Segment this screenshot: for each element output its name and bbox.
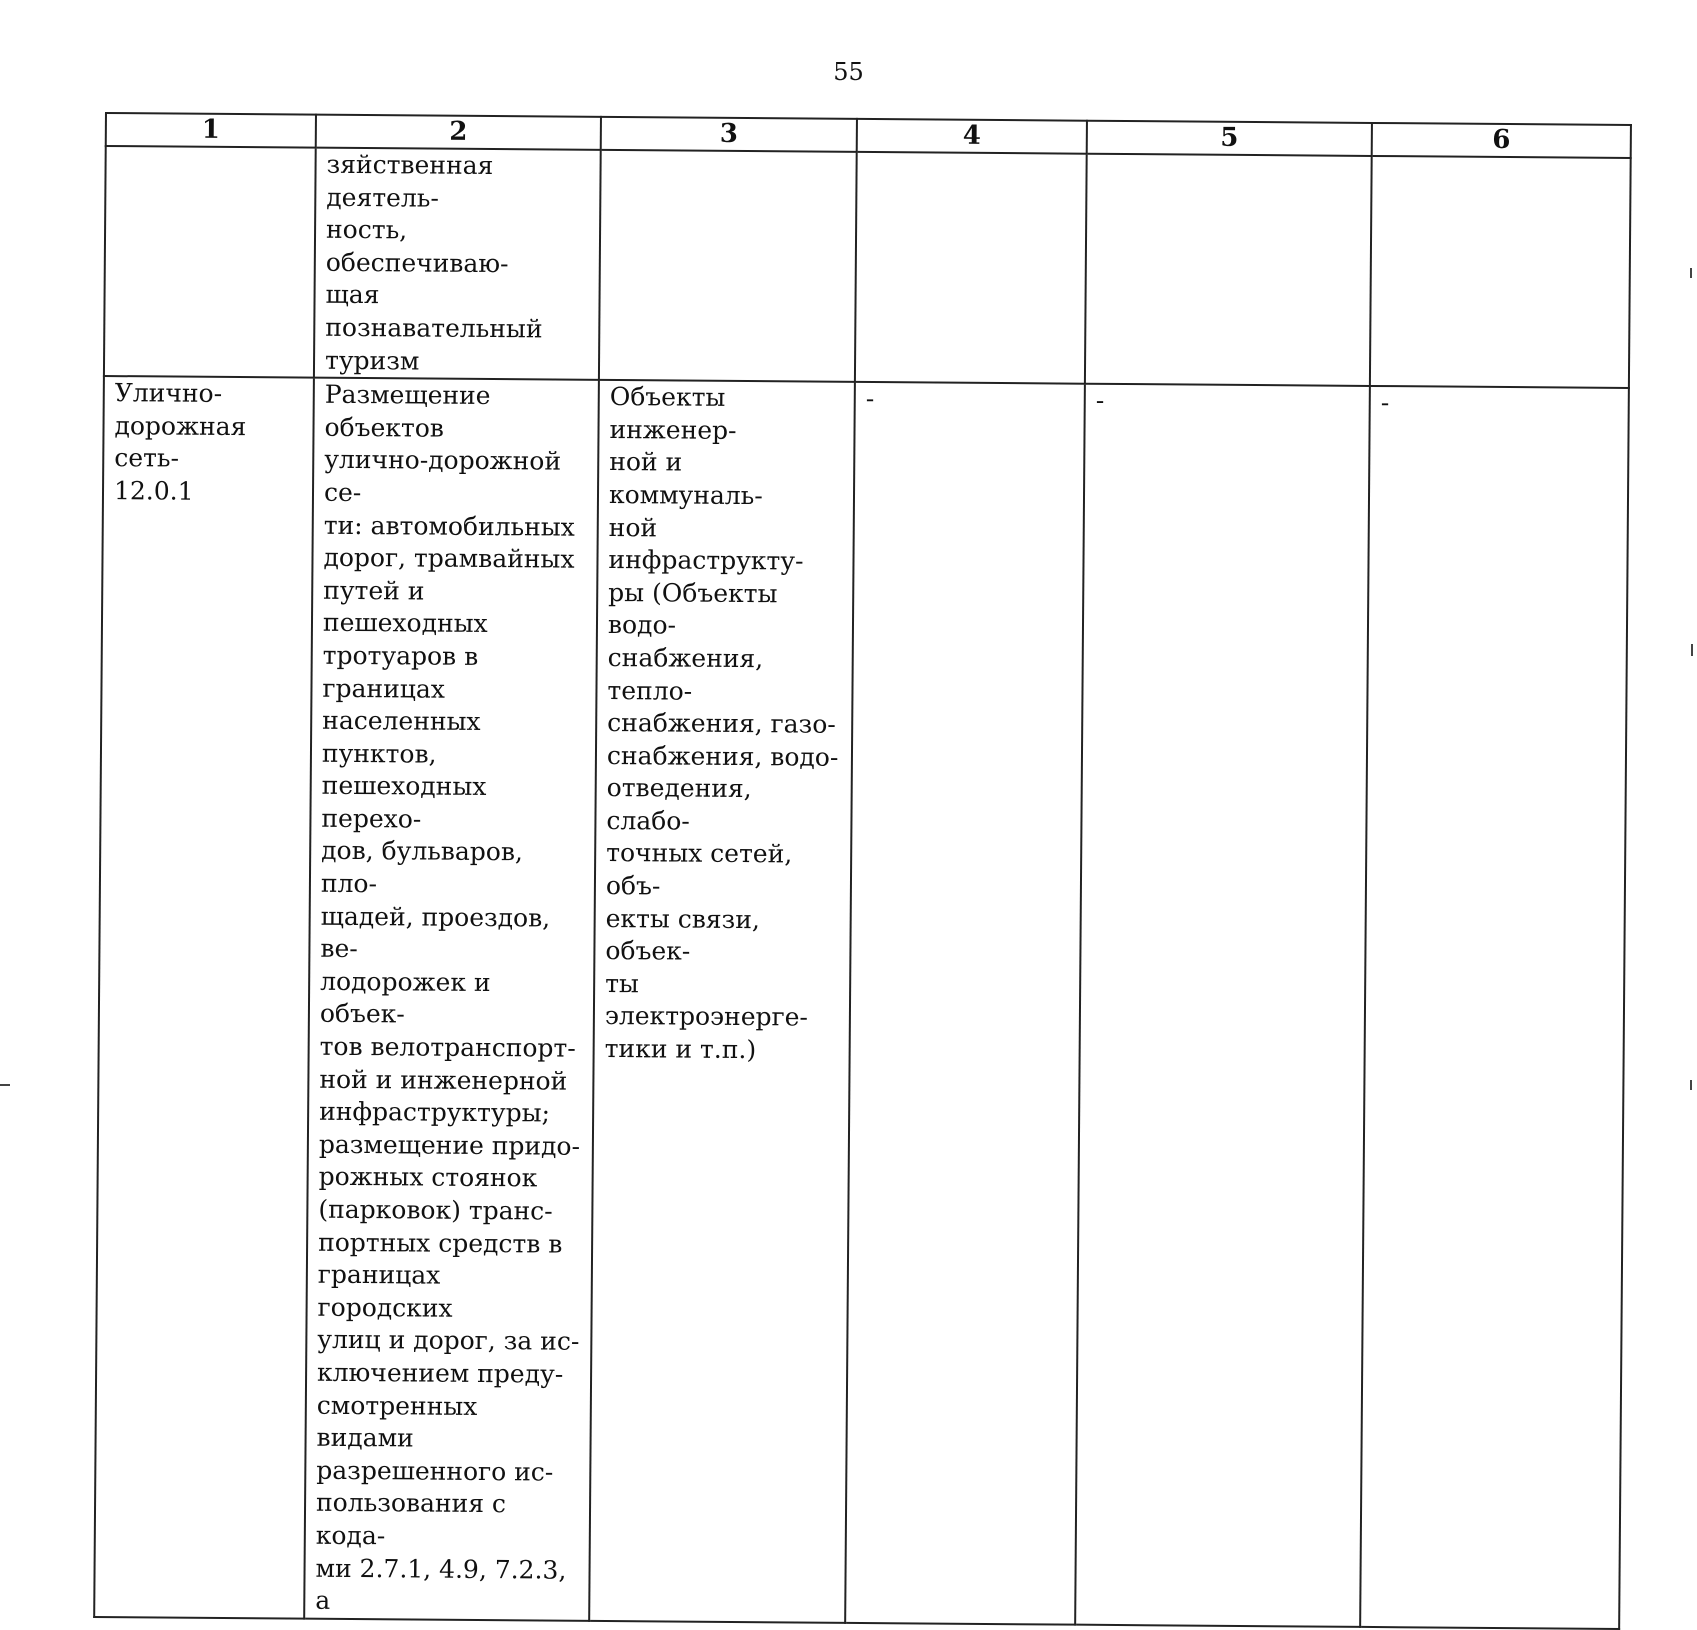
cell-text: Размещение объектов улично-дорожной се- ти: автомобильных дорог, трамвайных путей и пешеходных тротуаров в границах населенных пунктов, пешеходных перехо- дов, бульваров, пло- щадей, проездов, ве- лодорожек и объек- тов велотранспорт- ной и инженерной инфраструктуры; размещение придо- рожных стоянок (парковок) транс- портных средств в границах городских улиц и дорог, за ис- ключением преду- смотренных видами разрешенного ис- пользования с кода- ми 2.7.1, 4.9, 7.2.3, а [315,379,581,1615]
column-header-3: 3 [601,117,857,152]
table-cell [1075,384,1370,1627]
table-cell [599,150,857,382]
page-number: 55 [833,58,864,86]
cell-text [868,153,1076,155]
cell-text: - [865,384,875,414]
scan-edge-mark [1690,1080,1692,1090]
table-cell [855,152,1087,384]
table-cell [845,382,1085,1624]
table-row [94,376,1629,1629]
column-header-2: 2 [316,115,601,150]
column-header-1: 1 [106,113,316,148]
scan-edge-mark [1691,644,1693,656]
cell-text [117,147,305,148]
cell-text: - [1095,385,1105,416]
table-cell [304,378,599,1621]
cell-text [1098,155,1361,157]
cell-text: Объекты инженер- ной и коммуналь- ной инфраструкту- ры (Объекты водо- снабжения, тепло- снабжения, газо- снабжения, водо- отведения, слабо- точных сетей, объ- екты связи, объек- ты электроэнерге- тики и т.п.) [604,382,839,1065]
scan-edge-mark [0,1084,10,1086]
table-row [104,146,1631,388]
cell-text: - [1380,388,1390,418]
table-cell [314,148,601,380]
table-cell [94,376,314,1618]
table-cell [589,380,855,1623]
cell-text [1383,157,1620,159]
column-header-5: 5 [1087,121,1372,156]
column-header-6: 6 [1372,123,1631,158]
document-table [93,112,1632,1630]
cell-text: Улично- дорожная сеть- 12.0.1 [113,378,247,506]
cell-text: зяйственная деятель- ность, обеспечиваю- щая познавательный туризм [324,149,543,376]
table-cell [1370,156,1631,388]
table-cell [1360,386,1629,1629]
column-header-4: 4 [857,119,1087,154]
table-cell [104,146,316,378]
scan-edge-mark [1690,268,1692,278]
cell-text [612,151,846,153]
table-cell [1085,154,1372,386]
